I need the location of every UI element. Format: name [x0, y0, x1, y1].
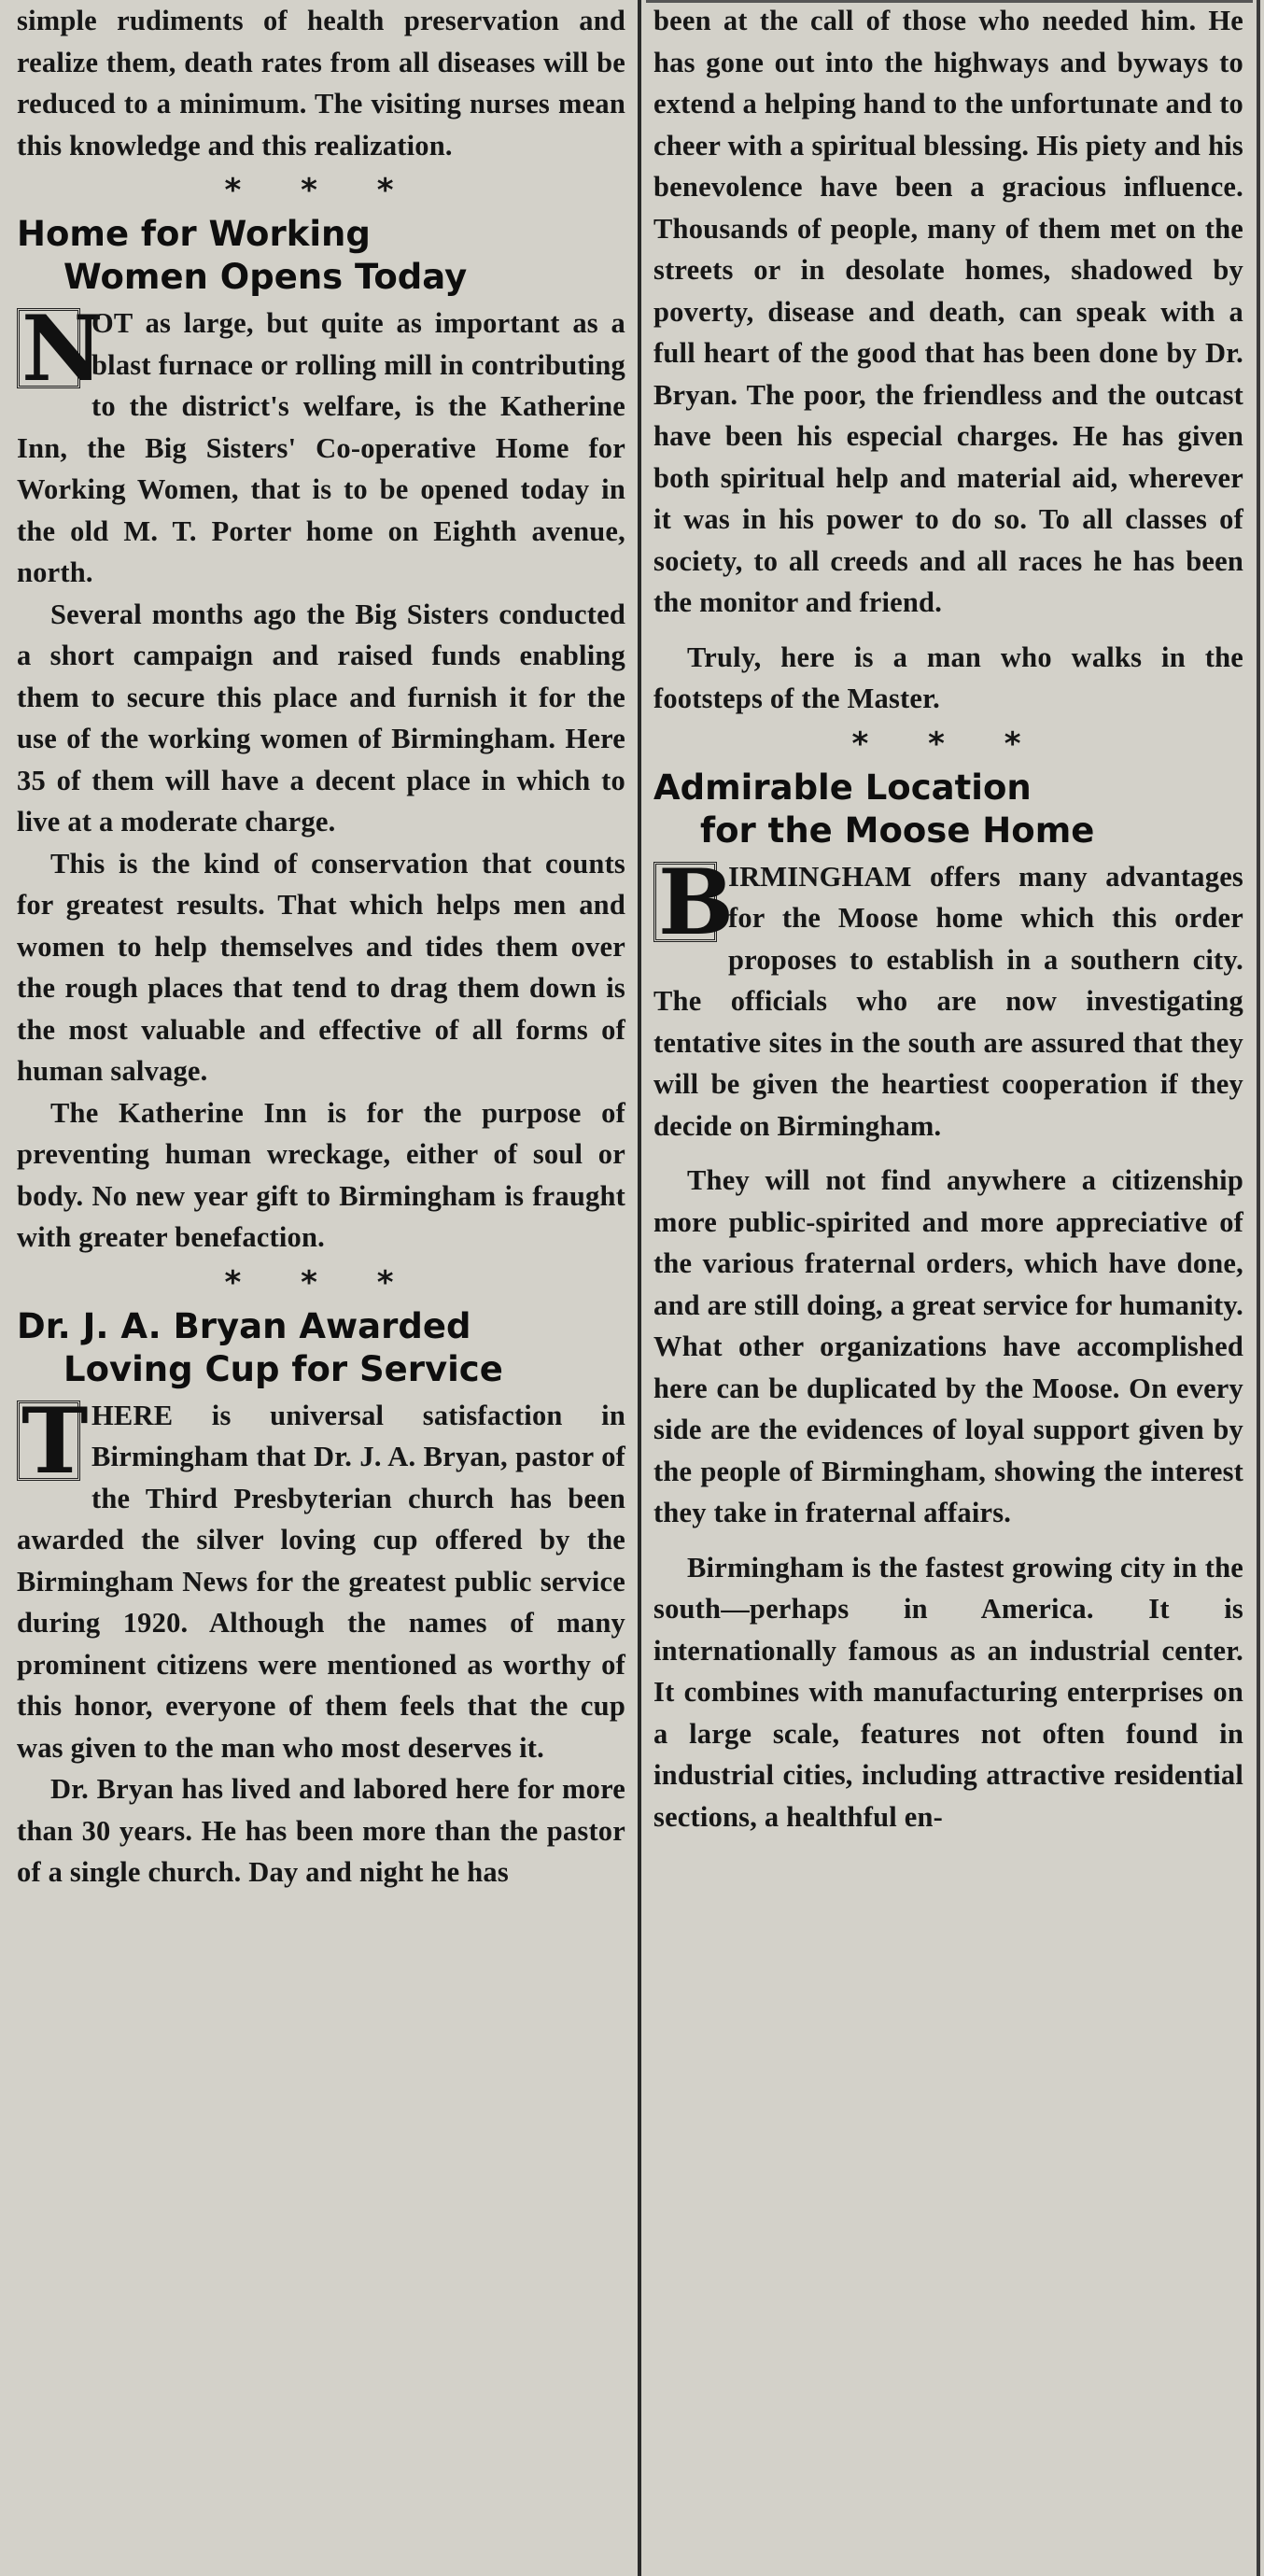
continuation-paragraph: been at the call of those who needed him. He has gone out into the highways and byways to extend a helping hand to the unfortunate and to cheer with a spiritual blessing. His piety and his benevolence have been a gracious influence. Thousands of people, many of them met on the streets or in desolate homes, shadowed by poverty, disease and death, can speak with a full heart of the good that has been done by Dr. Bryan. The poor, the friendless and the outcast have been his especial charges. He has given both spiritual help and material aid, wherever it was in his power to do so. To all classes of society, to all creeds and all races he has been the monitor and friend. — [653, 5, 1243, 618]
drop-cap-t: T — [17, 1401, 80, 1481]
section-separator-3: * * * — [851, 725, 1046, 763]
section-separator: * * * — [224, 172, 418, 209]
article3-paragraph-2: They will not find anywhere a citizenship more public-spirited and more appreciative of the various fraternal orders, which have done, and are still doing, a great service for humanity. What other organizations have accomplished here can be duplicated by the Moose. On every side are the evidences of loyal support given by the people of Birmingham, showing the interest they take in fraternal affairs. — [653, 1164, 1243, 1528]
article1-paragraph-2: Several months ago the Big Sisters conducted a short campaign and raised funds enabling them to secure this place and furnish it for the use of the working women of Birmingham. Here 35 of them will have a decent place in which to live at a moderate charge. — [17, 598, 625, 838]
continuation-paragraph-2: Truly, here is a man who walks in the footsteps of the Master. — [653, 640, 1243, 714]
headline-dr-bryan-awarded — [17, 1305, 625, 1391]
headline-home-for-working-women — [17, 213, 625, 299]
left-column — [0, 0, 637, 1893]
right-column — [646, 0, 1253, 1837]
drop-cap-n: N — [17, 308, 80, 388]
section-separator-2: * * * — [224, 1263, 418, 1302]
article3-paragraph-3: Birmingham is the fastest growing city in the south—perhaps in America. It is internationally famous as an industrial center. It combines with manufacturing enterprises on a large scale, features not often found in industrial cities, including attractive residential sections, a healthful en- — [653, 1551, 1243, 1833]
headline-line-1: Dr. J. A. Bryan Awarded — [17, 1305, 471, 1346]
headline-line-2: Loving Cup for Service — [63, 1348, 503, 1389]
headline-line-1: Home for Working — [17, 214, 371, 254]
drop-cap-b: B — [653, 862, 717, 942]
article2-paragraph-2: Dr. Bryan has lived and labored here for more than 30 years. He has been more than the pastor of a single church. Day and night he has — [17, 1773, 625, 1888]
headline-line-1: Admirable Location — [653, 767, 1032, 808]
article2-paragraph-1: HERE is universal satisfaction in Birmingham that Dr. J. A. Bryan, pastor of the Third Presbyterian church has been awarded the silver loving cup offered by the Birmingham News for the greatest public service during 1920. Although the names of many prominent citizens were mentioned as worthy of this honor, everyone of them feels that the cup was given to the man who most deserves it. — [17, 1399, 625, 1764]
article1-paragraph-3: This is the kind of conservation that counts for greatest results. That which helps men and women to help themselves and tides them over the rough places that tend to drag them down is the most valuable and effective of all forms of human salvage. — [17, 847, 625, 1087]
article3-paragraph-1: IRMINGHAM offers many advantages for the Moose home which this order proposes to establish in a southern city. The officials who are now investigating tentative sites in the south are assured that they will be given the heartiest cooperation if they decide on Birmingham. — [653, 860, 1243, 1142]
article1-paragraph-4: The Katherine Inn is for the purpose of preventing human wreckage, either of soul or body. No new year gift to Birmingham is fraught with greater benefaction. — [17, 1096, 625, 1253]
intro-paragraph: simple rudiments of health preservation and realize them, death rates from all diseases will be reduced to a minimum. The visiting nurses mean this knowledge and this realization. — [17, 5, 625, 162]
headline-line-2: Women Opens Today — [63, 257, 468, 297]
headline-moose-home — [653, 767, 1243, 852]
headline-line-2: for the Moose Home — [700, 809, 1095, 851]
article1-paragraph-1: OT as large, but quite as important as a blast furnace or rolling mill in contributing to the district's welfare, is the Katherine Inn, the Big Sisters' Co-operative Home for Working Women, that is to be opened today in the old M. T. Porter home on Eighth avenue, north. — [17, 307, 625, 588]
right-edge-rule — [1257, 0, 1260, 2576]
column-divider — [638, 0, 641, 2576]
